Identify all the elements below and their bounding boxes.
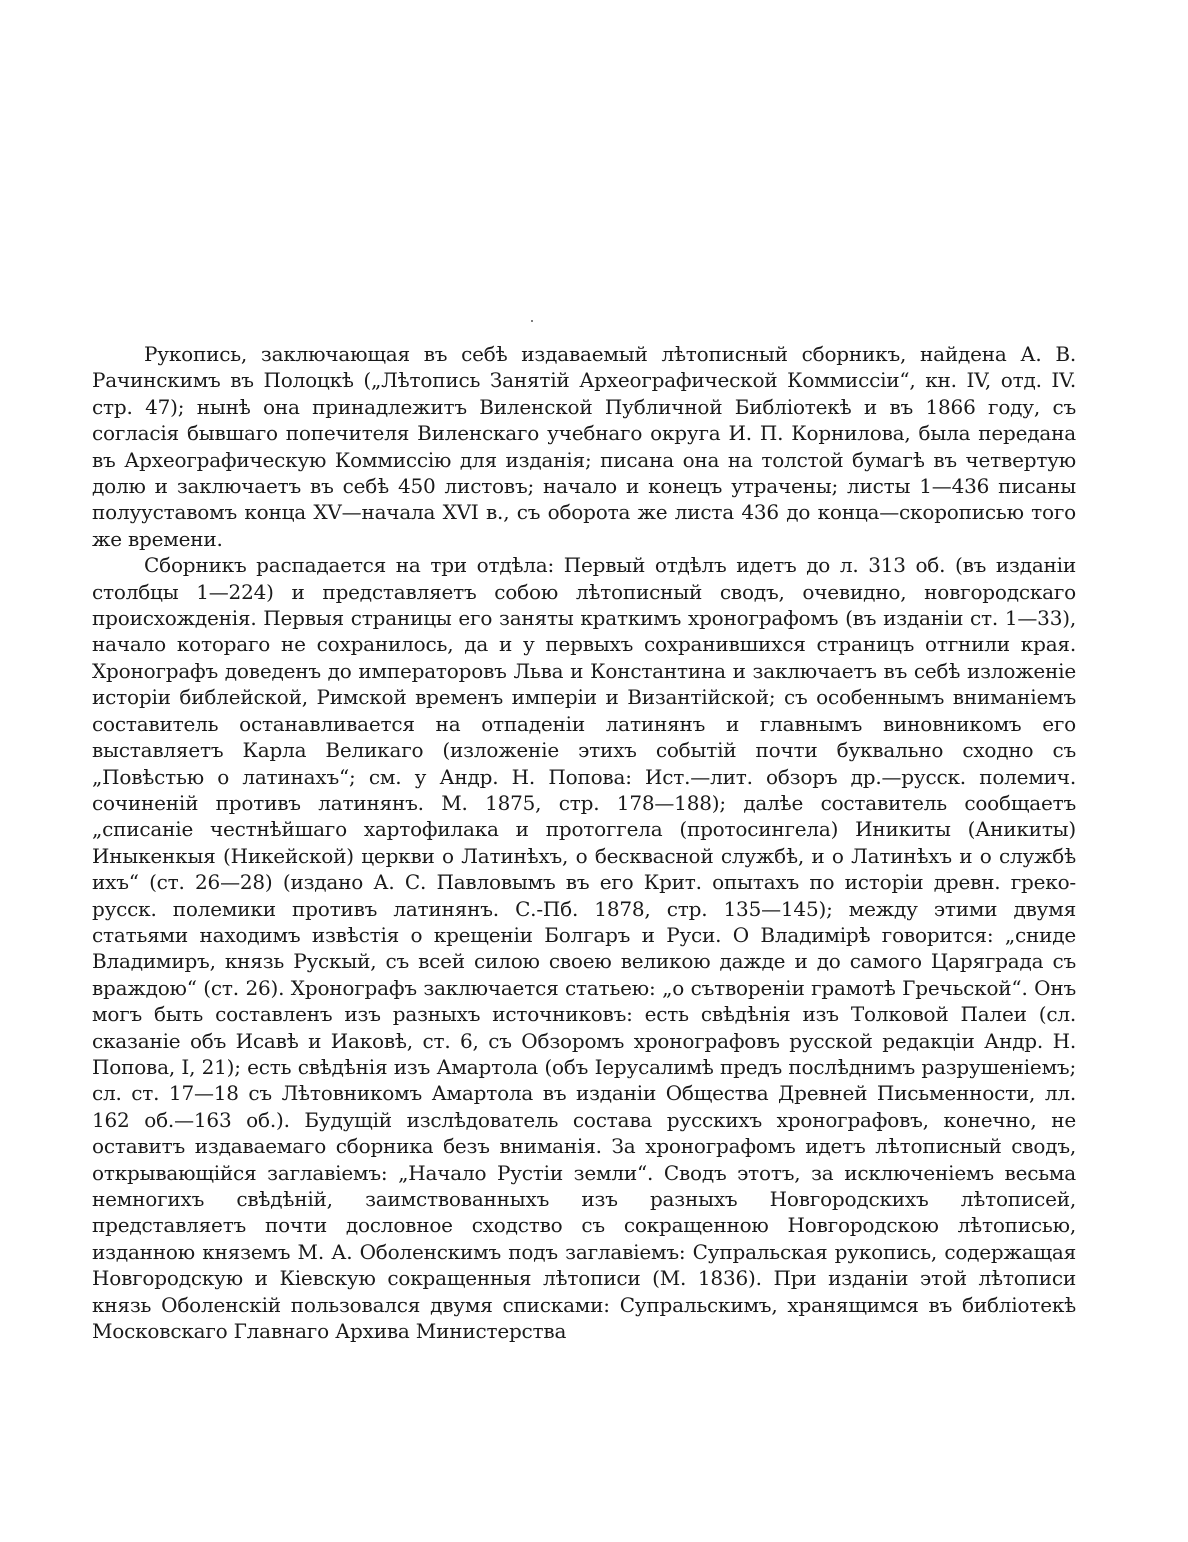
paragraph-collection-structure: Сборникъ распадается на три отдѣла: Первый отдѣлъ идетъ до л. 313 об. (въ изданіи столбцы 1—224) и представляетъ собою лѣтописный сводъ, очевидно, новгородскаго происхожденія. Первыя страницы его заняты краткимъ хронографомъ (въ изданіи ст. 1—33), начало котораго не сохранилось, да и у первыхъ сохранившихся страницъ отгнили края. Хронографъ доведенъ до императоровъ Льва и Константина и заключаетъ въ себѣ изложеніе исторіи библейской, Римской временъ имперіи и Византійской; съ особеннымъ вниманіемъ составитель останавливается на отпаденіи латинянъ и главнымъ виновникомъ его выставляетъ Карла Великаго (изложеніе этихъ событій почти буквально сходно съ „Повѣстью о латинахъ“; см. у Андр. Н. Попова: Ист.—лит. обзоръ др.—русск. полемич. сочиненій противъ латинянъ. М. 1875, стр. 178—188); далѣе составитель сообщаетъ „списаніе честнѣйшаго хартофилака и протоггела (протосингела) Иникиты (Аникиты) Иныкенкыя (Никейской) церкви о Латинѣхъ, о бесквасной службѣ, и о Латинѣхъ и о службѣ ихъ“ (ст. 26—28) (издано А. С. Павловымъ въ его Крит. опытахъ по исторіи древн. греко-русск. полемики противъ латинянъ. С.-Пб. 1878, стр. 135—145); между этими двумя статьями находимъ извѣстія о крещеніи Болгаръ и Руси. О Владимірѣ говорится: „сниде Владимиръ, князь Рускый, съ всей силою своею великою дажде и до самого Царяграда съ враждою“ (ст. 26). Хронографъ заключается статьею: „о сътвореніи грамотѣ Гречьской“. Онъ могъ быть составленъ изъ разныхъ источниковъ: есть свѣдѣнія изъ Толковой Палеи (сл. сказаніе объ Исавѣ и Иаковѣ, ст. 6, съ Обзоромъ хронографовъ русской редакціи Андр. Н. Попова, I, 21); есть свѣдѣнія изъ Амартола (объ Іерусалимѣ предъ послѣднимъ разрушеніемъ; сл. ст. 17—18 съ Лѣтовникомъ Амартола въ изданіи Общества Древней Письменности, лл. 162 об.—163 об.). Будущій изслѣдователь состава русскихъ хронографовъ, конечно, не оставитъ издаваемаго сборника безъ вниманія. За хронографомъ идетъ лѣтописный сводъ, открывающійся заглавіемъ: „Начало Рустіи земли“. Сводъ этотъ, за исключеніемъ весьма немногихъ свѣдѣній, заимствованныхъ изъ разныхъ Новгородскихъ лѣтописей, представляетъ почти дословное сходство съ сокращенною Новгородскою лѣтописью, изданною княземъ М. А. Оболенскимъ подъ заглавіемъ: Супральская рукопись, содержащая Новгородскую и Кіевскую сокращенныя лѣтописи (М. 1836). При изданіи этой лѣтописи князь Оболенскій пользовался двумя списками: Супральскимъ, хранящимся въ библіотекѣ Московскаго Главнаго Архива Министерства <box>92 553 1076 1344</box>
paragraph-manuscript-description: Рукопись, заключающая въ себѣ издаваемый лѣтописный сборникъ, найдена А. В. Рачинскимъ въ Полоцкѣ („Лѣтопись Занятій Археографической Коммиссіи“, кн. IV, отд. IV. стр. 47); нынѣ она принадлежитъ Виленской Публичной Библіотекѣ и въ 1866 году, съ согласія бывшаго попечителя Виленскаго учебнаго округа И. П. Корнилова, была передана въ Археографическую Коммиссію для изданія; писана она на толстой бумагѣ въ четвертую долю и заключаетъ въ себѣ 450 листовъ; начало и конецъ утрачены; листы 1—436 писаны полууставомъ конца XV—начала XVI в., съ оборота же листа 436 до конца—скорописью того же времени. <box>92 342 1076 551</box>
body-text <box>92 341 1076 1344</box>
speck-mark <box>531 320 533 322</box>
